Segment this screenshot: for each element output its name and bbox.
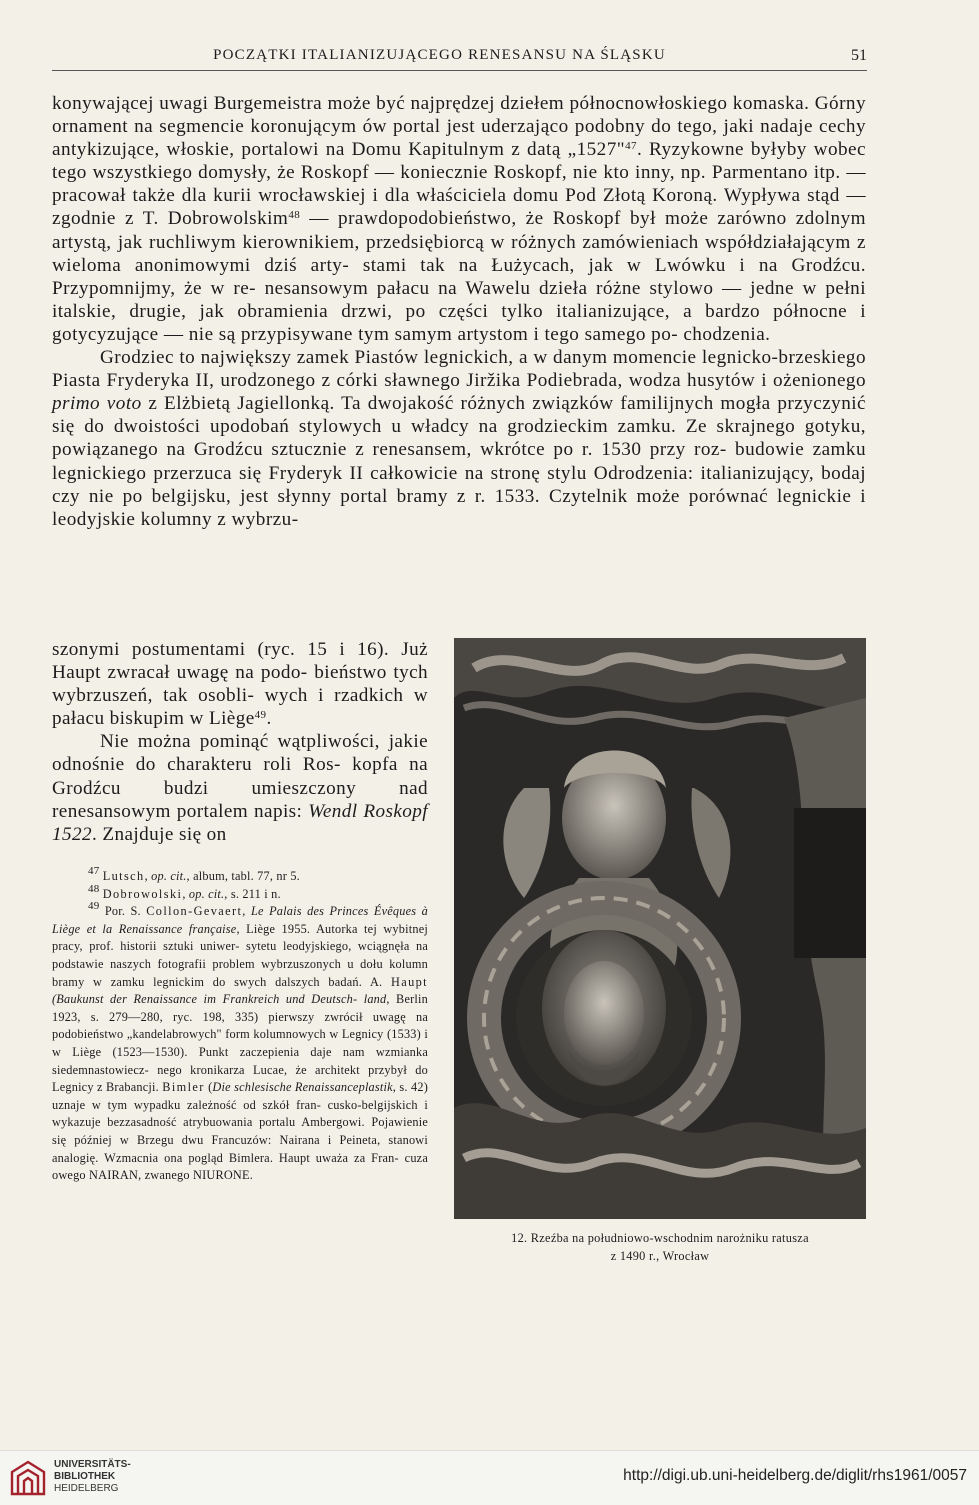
library-name: UNIVERSITÄTS- BIBLIOTHEK HEIDELBERG [54,1459,131,1494]
sculpture-illustration [454,638,866,1219]
running-header [52,47,867,69]
paragraph-1: konywającej uwagi Burgemeistra może być najprędzej dziełem północnowłoskiego komaska. Górny ornament na segmencie koronującym ów portal jest uderzająco podobny do tego, jaki nadaje cechy antykizujące, włoskie, portalowi na Domu Kapitulnym z datą „1527"$^{47}$. Ryzykowne byłyby wobec tego wszystkiego domysły, że Roskopf — koniecznie Roskopf, nie kto inny, np. Parmentano itp. — pracował także dla kurii wrocławskiej i dla właściciela domu Pod Złotą Koroną. Wypływa stąd — zgodnie z T. Dobrowolskim$^{48}$ — prawdopodobieństwo, że Roskopf był może zarówno zdolnym artystą, jak ruchliwym kierownikiem, przedsiębiorcą w różnych zamówieniach współdziałającym z wieloma anonimowymi dziś arty- stami tak na Łużycach, jak w Lwówku i na Grodźcu. Przypomnijmy, że w re- nesansowym pałacu na Wawelu dzieła różne stylowo — jedne w pełni italskie, drugie, jak obramienia drzwi, po części tylko italianizujące, a bardzo północne i gotycyzujące — nie są przypisywane tym samym artystom i tego samego po- chodzenia. [52,93,867,345]
university-library-logo[interactable] [8,1458,48,1498]
header-rule [52,70,867,71]
library-footer [0,1450,979,1505]
column-text [52,638,428,846]
page-number: 51 [851,47,867,64]
footnote-ref-48[interactable]: 48 [288,209,301,222]
digital-object-url[interactable]: http://digi.ub.uni-heidelberg.de/diglit/rhs1961/0057 [623,1467,967,1484]
paragraph-2: Grodziec to największy zamek Piastów legnickich, a w danym momencie legnicko-brzeskiego Piasta Fryderyka II, urodzonego z córki sławnego Jiržika Podiebrada, wodza husytów i ożenionego primo voto z Elżbietą Jagiellonką. Ta dwojakość różnych związków familijnych mogła przyczynić się do dwoistości upodobań stylowych u władcy na grodzieckim zamku. Ze skrajnego gotyku, powiązanego na Grodźcu sztucznie z renesansem, wkrótce po r. 1530 przy roz- budowie zamku legnickiego przerzuca się Fryderyk II całkowicie na stronę stylu Odrodzenia: italianizujący, bodaj czy nie po belgijsku, jest słynny portal bramy z r. 1533. Czytelnik może porównać legnickie i leodyjskie kolumny z wybrzu- [52,347,867,530]
paragraph-2-continued: szonymi postumentami (ryc. 15 i 16). Już Haupt zwracał uwagę na podo- bieństwo tych wybrzuszeń, tak osobli- wych i rzadkich w pałacu biskupim w Liège$^{49}$. [52,639,429,730]
figure-caption [454,1230,866,1265]
footnote-48: $^{48}$ Dobrowolski, op. cit., s. 211 i n. [88,882,281,901]
paragraph-3: Nie można pominąć wątpliwości, jakie odnośnie do charakteru roli Ros- kopfa na Grodźcu budzi umieszczony nad renesansowym portalem napis: Wendl Roskopf 1522. Znajduje się on [52,731,429,845]
footnote-49: $^{49}$ Por. S. Collon-Gevaert, Le Palais des Princes Évêques à Liège et la Renaissance française, Liège 1955. Autorka tej wybitnej pracy, prof. historii sztuki uniwer- sytetu leodyjskiego, wciągnęła na podstawie naszych fotografii problem wybrzuszonych u dołu kolumn bramy w zamku legnickim do swych dalszych badań. A. Haupt (Baukunst der Renaissance im Frankreich und Deutsch- land, Berlin 1923, s. 279—280, ryc. 198, 335) pierwszy zwrócił uwagę na podobieństwo „kandelabrowych" form kolumnowych w Legnicy (1533) i w Liège (1523—1530). Punkt zaczepienia daje nam wzmianka siedemnastowiecz- nego kronikarza Lucae, że architekt przybył do Legnicy z Brabancji. Bimler (Die schlesische Renaissanceplastik, s. 42) uznaje w tym wypadku zależność od szkół fran- cusko-belgijskich i wykazuje bezzasadność atrybuowania portalu Ambergowi. Pojawienie się później w Brzegu dwu Francuzów: Nairana i Peineta, stanowi analogię. Wzmacnia ona pogląd Bimlera. Haupt uważa za Fran- cuza owego NAIRAN, zwanego NIURONE. [52,900,429,1183]
sculpture-photo [454,638,866,1219]
footnote-ref-47[interactable]: 47 [625,140,637,153]
caption-line-1: 12. Rzeźba na południowo-wschodnim narożniku ratusza [511,1231,809,1245]
caption-line-2: z 1490 r., Wrocław [610,1248,710,1263]
footnote-ref-49[interactable]: 49 [254,709,267,722]
footnote-47: $^{47}$ Lutsch, op. cit., album, tabl. 77, nr 5. [88,865,300,883]
main-text [52,92,866,531]
running-title: POCZĄTKI ITALIANIZUJĄCEGO RENESANSU NA ŚLĄSKU [213,47,666,63]
footnotes [52,865,429,1185]
